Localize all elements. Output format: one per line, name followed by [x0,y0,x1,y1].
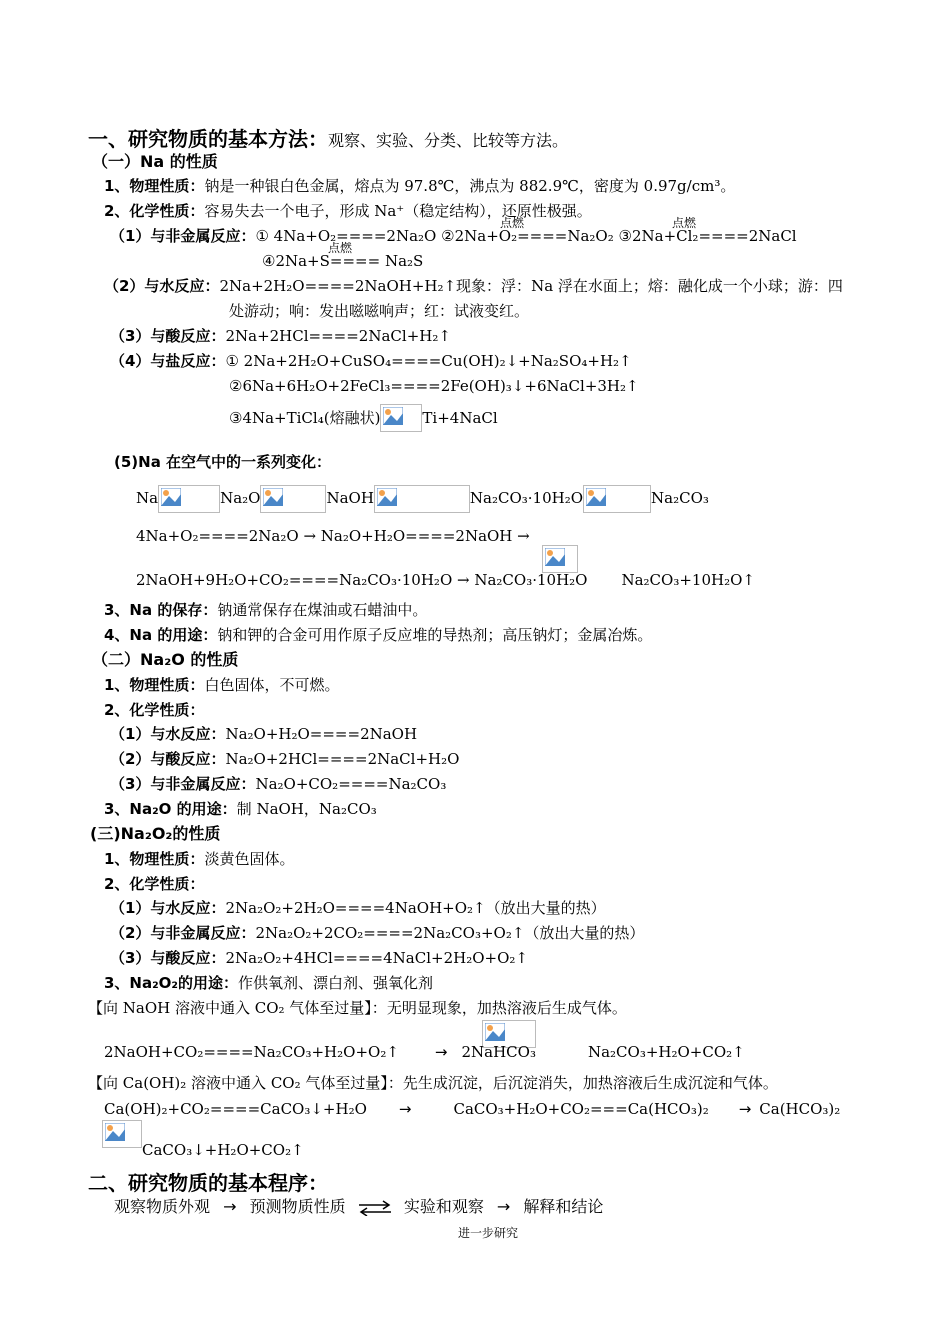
section-2-title: 二、研究物质的基本程序： [88,1171,328,1195]
na2o2-water: （1）与水反应：2Na₂O₂+2H₂O====4NaOH+O₂↑（放出大量的热） [110,899,606,917]
section-1-title: 一、研究物质的基本方法： [88,127,328,151]
na-water-cont: 处游动；响：发出嗞嗞响声；红：试液变红。 [229,302,530,320]
na2o-water: （1）与水反应：Na₂O+H₂O====2NaOH [110,725,418,743]
na2o2-heading: (三)Na₂O₂的性质 [90,824,221,843]
image-placeholder-icon [374,485,470,513]
na-air-eq2: 2NaOH+9H₂O+CO₂====Na₂CO₃·10H₂O → Na₂CO₃·10H₂O Na₂CO₃+10H₂O↑ [136,571,755,589]
condition-label: 点燃 [328,241,353,255]
image-placeholder-icon [260,485,326,513]
na-heading: （一）Na 的性质 [92,152,218,171]
na-nonmetal-eq4: ④2Na+S==== Na₂S [262,252,424,270]
na-salt-eq2: ②6Na+6H₂O+2FeCl₃====2Fe(OH)₃↓+6NaCl+3H₂↑ [229,377,639,395]
section-1-text: 观察、实验、分类、比较等方法。 [328,131,569,150]
section-1-heading [88,126,568,152]
caoh-co2-eqd: CaCO₃↓+H₂O+CO₂↑ [142,1141,304,1159]
na-nonmetal: （1）与非金属反应：① 4Na+O₂====2Na₂O ②2Na+O₂====Na₂O₂ ③2Na+Cl₂====2NaCl [110,227,797,245]
na-chem: 2、化学性质：容易失去一个电子，形成 Na⁺（稳定结构），还原性极强。 [104,202,592,220]
further-study-note: 进一步研究 [458,1226,519,1240]
na-salt: （4）与盐反应：① 2Na+2H₂O+CuSO₄====Cu(OH)₂↓+Na₂SO₄+H₂↑ [110,352,632,370]
na2o2-phys: 1、物理性质：淡黄色固体。 [104,850,295,868]
na2o2-chem: 2、化学性质： [104,875,205,893]
naoh-co2-eq: 2NaOH+CO₂====Na₂CO₃+H₂O+O₂↑ → 2NaHCO₃ Na₂CO₃+H₂O+CO₂↑ [104,1043,745,1061]
naoh-co2-title: 【向 NaOH 溶液中通入 CO₂ 气体至过量】：无明显现象，加热溶液后生成气体。 [88,999,627,1017]
na2o-heading: （二）Na₂O 的性质 [92,650,239,669]
na-air-label: (5)Na 在空气中的一系列变化： [114,453,332,471]
na-water: （2）与水反应：2Na+2H₂O====2NaOH+H₂↑现象：浮：Na 浮在水面上；熔：融化成一个小球；游：四 [104,277,843,295]
caoh-co2-eq: Ca(OH)₂+CO₂====CaCO₃↓+H₂O → CaCO₃+H₂O+CO₂===Ca(HCO₃)₂ → Ca(HCO₃)₂ [104,1100,841,1118]
image-placeholder-icon [542,545,578,573]
na-air-eq1: 4Na+O₂====2Na₂O → Na₂O+H₂O====2NaOH → [136,527,530,545]
na2o2-use: 3、Na₂O₂的用途：作供氧剂、漂白剂、强氧化剂 [104,974,434,992]
na-phys: 1、物理性质：钠是一种银白色金属，熔点为 97.8℃，沸点为 882.9℃，密度为 0.97g/cm³。 [104,177,736,195]
image-placeholder-icon [380,404,422,432]
na2o-phys: 1、物理性质：白色固体，不可燃。 [104,676,340,694]
na2o2-acid: （3）与酸反应：2Na₂O₂+4HCl====4NaCl+2H₂O+O₂↑ [110,949,528,967]
na2o-use: 3、Na₂O 的用途：制 NaOH，Na₂CO₃ [104,800,377,818]
na-salt-eq3: ③4Na+TiCl₄(熔融状) Ti+4NaCl [229,404,498,432]
image-placeholder-icon [583,485,651,513]
image-placeholder-icon [102,1120,142,1148]
na2o2-nonmetal: （2）与非金属反应：2Na₂O₂+2CO₂====2Na₂CO₃+O₂↑（放出大量的热） [110,924,645,942]
double-arrow-icon [357,1200,393,1216]
condition-label: 点燃 [500,216,525,230]
condition-label: 点燃 [672,216,697,230]
na2o-chem: 2、化学性质： [104,701,205,719]
na-air-chain: Na Na₂O NaOH Na₂CO₃·10H₂O Na₂CO₃ [136,484,709,513]
procedure-flow: 观察物质外观 → 预测物质性质 实验和观察 → 解释和结论 [114,1197,604,1216]
image-placeholder-icon [158,485,220,513]
na-store: 3、Na 的保存：钠通常保存在煤油或石蜡油中。 [104,601,428,619]
na-use: 4、Na 的用途：钠和钾的合金可用作原子反应堆的导热剂；高压钠灯；金属冶炼。 [104,626,653,644]
na2o-nonmetal: （3）与非金属反应：Na₂O+CO₂====Na₂CO₃ [110,775,447,793]
caoh-co2-title: 【向 Ca(OH)₂ 溶液中通入 CO₂ 气体至过量】：先生成沉淀，后沉淀消失，加热溶液后生成沉淀和气体。 [88,1074,778,1092]
na2o-acid: （2）与酸反应：Na₂O+2HCl====2NaCl+H₂O [110,750,460,768]
na-acid: （3）与酸反应：2Na+2HCl====2NaCl+H₂↑ [110,327,451,345]
